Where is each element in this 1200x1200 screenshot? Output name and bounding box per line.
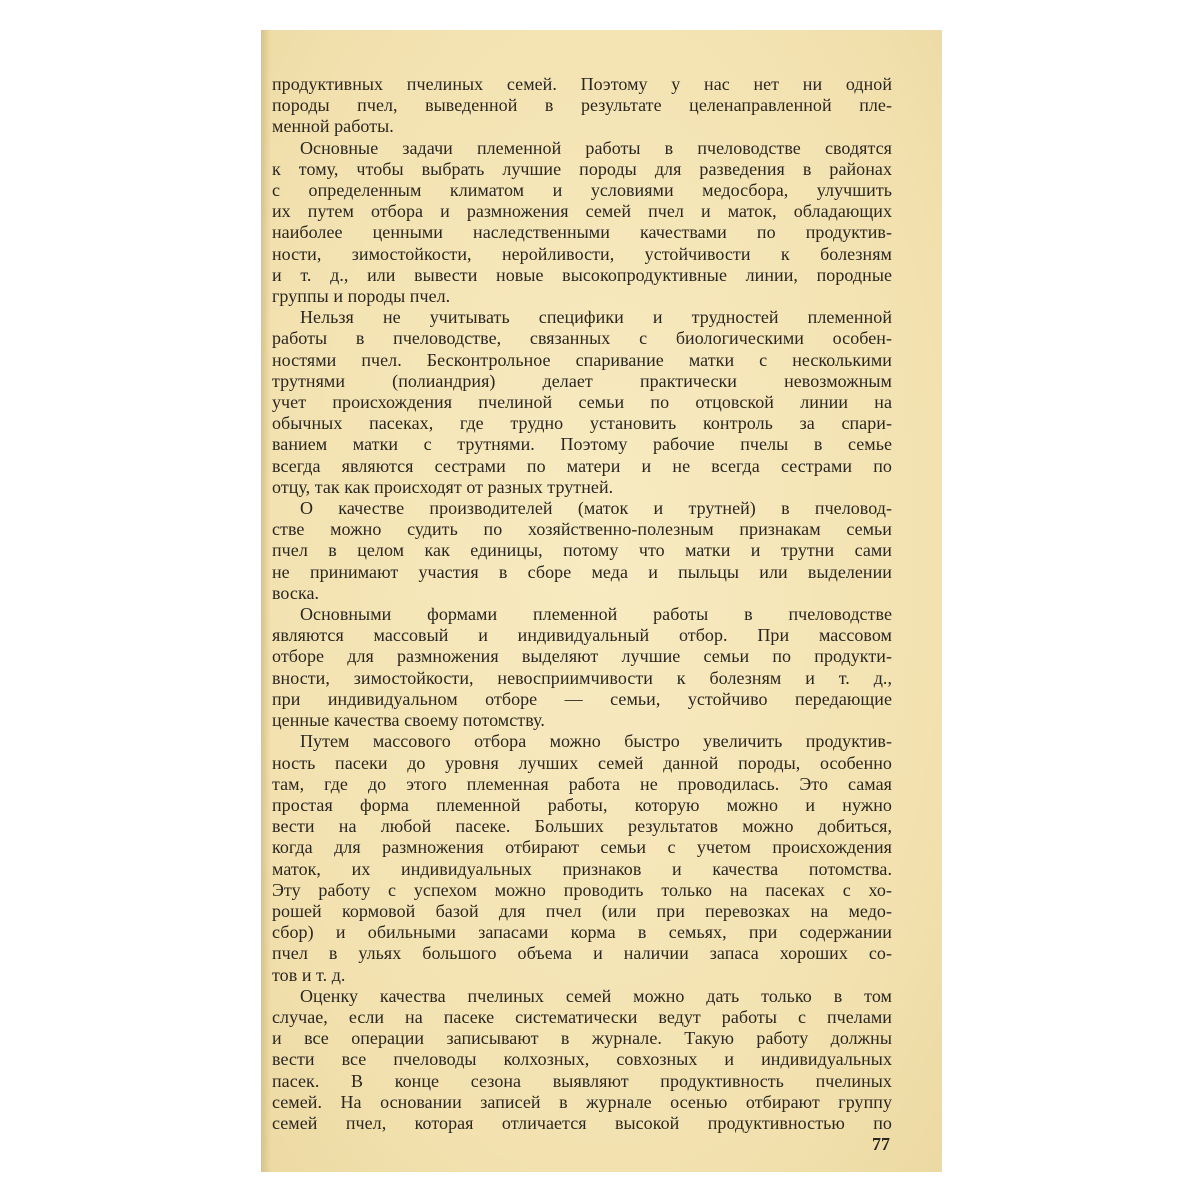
text-line: Основными формами племенной работы в пчеловодстве xyxy=(300,604,892,625)
text-line: Эту работу с успехом можно проводить только на пасеках с хо- xyxy=(272,879,892,900)
text-line: их путем отбора и размножения семей пчел и маток, обладающих xyxy=(272,201,892,222)
text-line: воска. xyxy=(272,582,320,603)
text-line: ностями пчел. Бесконтрольное спаривание матки с несколькими xyxy=(272,349,892,370)
text-line: ценные качества своему потомству. xyxy=(272,710,545,731)
text-line: наиболее ценными наследственными качествами по продуктив- xyxy=(272,222,892,243)
body-text xyxy=(272,74,892,1134)
book-page xyxy=(261,30,942,1172)
text-line: продуктивных пчелиных семей. Поэтому у нас нет ни одной xyxy=(272,74,892,94)
text-line: менной работы. xyxy=(272,116,394,137)
text-line: к тому, чтобы выбрать лучшие породы для разведения в районах xyxy=(272,158,892,179)
text-line: ванием матки с трутнями. Поэтому рабочие пчелы в семье xyxy=(272,434,892,455)
text-line: трутнями (полиандрия) делает практически невозможным xyxy=(272,370,892,391)
text-line: вести все пчеловоды колхозных, совхозных и индивидуальных xyxy=(272,1049,892,1070)
text-line: маток, их индивидуальных признаков и качества потомства. xyxy=(272,858,892,879)
text-line: являются массовый и индивидуальный отбор. При массовом xyxy=(272,625,892,646)
text-line: ности, зимостойкости, неройливости, устойчивости к болезням xyxy=(272,243,892,264)
text-line: Нельзя не учитывать специфики и трудностей племенной xyxy=(300,307,892,328)
text-line: при индивидуальном отборе — семьи, устойчиво передающие xyxy=(272,688,892,709)
text-line: пасек. В конце сезона выявляют продуктивность пчелиных xyxy=(272,1070,892,1091)
text-line: Путем массового отбора можно быстро увеличить продуктив- xyxy=(300,731,892,752)
text-line: пчел в целом как единицы, потому что матки и трутни сами xyxy=(272,540,892,561)
text-line: семей. На основании записей в журнале осенью отбирают группу xyxy=(272,1091,892,1112)
text-line: вести на любой пасеке. Больших результатов можно добиться, xyxy=(272,816,892,837)
text-line: учет происхождения пчелиной семьи по отцовской линии на xyxy=(272,392,892,413)
text-line: породы пчел, выведенной в результате целенаправленной пле- xyxy=(272,95,892,116)
text-line: Оценку качества пчелиных семей можно дать только в том xyxy=(300,985,892,1006)
text-line: группы и породы пчел. xyxy=(272,286,451,307)
text-line: там, где до этого племенная работа не проводилась. Это самая xyxy=(272,773,892,794)
text-line: О качестве производителей (маток и трутней) в пчеловод- xyxy=(300,498,892,519)
text-line: с определенным климатом и условиями медосбора, улучшить xyxy=(272,180,892,201)
text-line: когда для размножения отбирают семьи с учетом происхождения xyxy=(272,837,892,858)
text-line: тов и т. д. xyxy=(272,964,346,985)
text-line: и т. д., или вывести новые высокопродуктивные линии, породные xyxy=(272,264,892,285)
text-line: семей пчел, которая отличается высокой продуктивностью по xyxy=(272,1112,892,1133)
text-line: и все операции записывают в журнале. Такую работу должны xyxy=(272,1028,892,1049)
text-line: отборе для размножения выделяют лучшие семьи по продукти- xyxy=(272,646,892,667)
text-line: простая форма племенной работы, которую можно и нужно xyxy=(272,794,892,815)
text-line: всегда являются сестрами по матери и не всегда сестрами по xyxy=(272,455,892,476)
text-line: работы в пчеловодстве, связанных с биологическими особен- xyxy=(272,328,892,349)
text-line: стве можно судить по хозяйственно-полезным признакам семьи xyxy=(272,519,892,540)
text-line: случае, если на пасеке систематически ведут работы с пчелами xyxy=(272,1006,892,1027)
text-line: ность пасеки до уровня лучших семей данной породы, особенно xyxy=(272,752,892,773)
text-line: пчел в ульях большого объема и наличии запаса хороших со- xyxy=(272,943,892,964)
text-line: не принимают участия в сборе меда и пыльцы или выделении xyxy=(272,561,892,582)
page-number: 77 xyxy=(872,1134,890,1154)
text-line: сбор) и обильными запасами корма в семьях, при содержании xyxy=(272,922,892,943)
text-line: рошей кормовой базой для пчел (или при перевозках на медо- xyxy=(272,900,892,921)
text-line: отцу, так как происходят от разных трутней. xyxy=(272,476,614,497)
text-line: обычных пасеках, где трудно установить контроль за спари- xyxy=(272,413,892,434)
text-line: Основные задачи племенной работы в пчеловодстве сводятся xyxy=(300,137,892,158)
text-line: вности, зимостойкости, невосприимчивости к болезням и т. д., xyxy=(272,667,892,688)
